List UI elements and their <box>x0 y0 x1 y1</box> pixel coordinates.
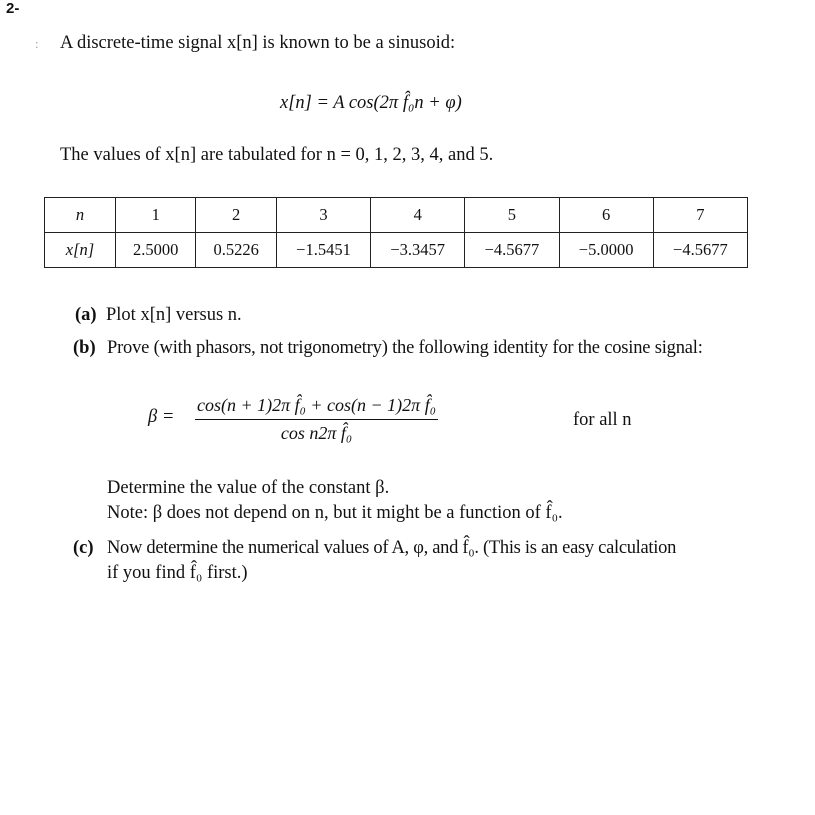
problem-number: 2- <box>6 0 20 17</box>
table-cell: 7 <box>653 198 747 233</box>
table-cell: 2 <box>196 198 276 233</box>
table-cell: 4 <box>371 198 465 233</box>
for-all-n: for all n <box>573 410 632 430</box>
part-c-text-line2: if you find f̂₀ first.) <box>107 563 248 583</box>
table-row-n <box>45 198 748 233</box>
determine-text: Determine the value of the constant β. <box>107 478 390 498</box>
table-cell: 6 <box>559 198 653 233</box>
tabulated-statement: The values of x[n] are tabulated for n = 0, 1, 2, 3, 4, and 5. <box>60 145 494 165</box>
part-a-text: Plot x[n] versus n. <box>106 305 242 325</box>
beta-denominator: cos n2π f̂₀ <box>280 423 353 443</box>
table-cell: −3.3457 <box>371 233 465 268</box>
part-c-text-line1: Now determine the numerical values of A, φ, and f̂₀. (This is an easy calculation <box>107 538 677 558</box>
table-cell: −4.5677 <box>465 233 559 268</box>
table-row-x <box>45 233 748 268</box>
beta-numerator: cos(n + 1)2π f̂₀ + cos(n − 1)2π f̂₀ <box>195 395 438 420</box>
part-b-label: (b) <box>73 338 96 358</box>
table-cell: 2.5000 <box>116 233 196 268</box>
intro-text: A discrete-time signal x[n] is known to be a sinusoid: <box>60 33 456 53</box>
part-a-label: (a) <box>75 305 97 325</box>
table-cell: 3 <box>276 198 370 233</box>
table-cell: 0.5226 <box>196 233 276 268</box>
beta-lhs: β = <box>148 407 175 427</box>
part-c-label: (c) <box>73 538 94 558</box>
part-b-text: Prove (with phasors, not trigonometry) the following identity for the cosine signal: <box>107 338 703 358</box>
values-table <box>44 197 748 268</box>
table-cell: 1 <box>116 198 196 233</box>
table-cell: −5.0000 <box>559 233 653 268</box>
note-text: Note: β does not depend on n, but it might be a function of f̂₀. <box>107 503 563 523</box>
table-header-x: x[n] <box>45 233 116 268</box>
signal-equation: x[n] = A cos(2π f̂₀n + φ) <box>280 93 462 113</box>
margin-marker: : <box>35 36 39 51</box>
table-cell: −4.5677 <box>653 233 747 268</box>
table-cell: 5 <box>465 198 559 233</box>
table-header-n: n <box>45 198 116 233</box>
table-cell: −1.5451 <box>276 233 370 268</box>
beta-fraction <box>195 395 438 444</box>
